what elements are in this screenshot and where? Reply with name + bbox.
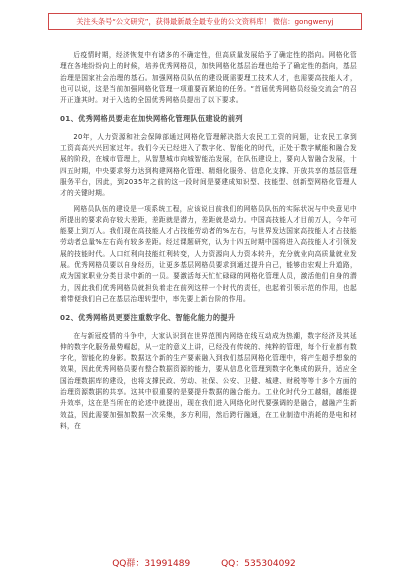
section-1-paragraph: 20年，人力资源和社会保障部通过网格化管理解决指大农民工工资的问题，让农民工拿到工资高高兴兴回家过年。我们今天已经进入了数字化、智能化的时代，正处于数字赋能和融合发展的阶段，在城市管理上，从智慧城市向城智能治发展，在队伍建设上，要向人智融合发展，十四五时期，中央要求努力达到构建网格化管理、精细化服务、信息化支撑、开放共享的基层管理服务平台，因此，到2035年之前的这一段时间是要建成知识型、技能型、创新型网格化管理人才的关键时期。 — [60, 132, 357, 198]
section-2-paragraph: 在与新冠疫情的斗争中，大家认识到在世界范围内网络在线互动成为热潮，数字经济及其延伸的数字化服务最势崛起，从一定的意义上讲，已经没有传统的、纯粹的管理，每个行业都有数字化，智能化的身影。数据这个新的生产要素融入到我们基层网格化管理中，将产生超乎想象的效果，因此优秀网格员要有整合数据资源的能力，要从信息化管理到数字化集成的跃升，适应全国治理数据库的建设，也将支撑民政、劳动、社保、公安、卫健、城建、财税等等十多个方面的治理资源数据的共享。这其中很重要的是要提升数据的融合能力。工业化时代分工越细，越能提升效率，这在是当所在的论述中就提出，现在我们进入网络化时代要强调的是融合，越融产生新效益，因此需要加强加数据一次采集，多方利用，然后跨行融通，在工业制造中消耗的是电和材料，在 — [60, 331, 357, 430]
section-2-heading: 02、优秀网格员更要注重数字化、智能化能力的提升 — [60, 313, 236, 323]
section-1-heading: 01、优秀网格员要走在加快网格化管理队伍建设的前列 — [60, 114, 243, 124]
section-1-paragraph: 网格员队伍的建设是一项系统工程，应该说目前我们的网格员队伍的实际状况与中央意见中所提出的要求尚存较大差距，差距就是潜力，差距就是动力。中国高技能人才目前万人，今年可能要上到万人。我们现在高技能人才占技能劳动者的%左右，与世界发达国家高技能人才占技能劳动者总量%左右尚有较多差距。经过课题研究，认为十四五时期中国将进入高技能人才引领发展的技能时代。人口红利向技能红利转变，人力资源向人力资本转升，充分就业向高质量就业发展。优秀网格员要以自身经历，让更多基层网格员要求到通过提升自己，能够由宏观上升道路，成为国家职业分类目录中新的一员。要激活每天忙忙碌碌的网格化管理人员，激活他们自身的潜力，因此我们优秀网格员就担负着走在前列这样一个时代的责任，也起着引领示范的作用，也起着带便我们自己在基层治理转型中，率先要上新台阶的作用。 — [60, 204, 357, 303]
footer-contact — [0, 556, 408, 569]
document-body — [60, 50, 357, 436]
intro-paragraph: 后疫情时期，经济恢复中有诸多的不确定性，但高质量发展给予了确定性的指向。网格化管理在各地纷纷向上的时候，培养优秀网格员，加快网格化基层治理也给予了确定性的指向，基层治理是国家社会治理的基石。加强网格员队伍的建设既需要理工技术人才，也需要高技能人才，也可以说，这是当前加强网格化管理一项重要而紧迫的任务。“首届优秀网格员经验交流会”的召开正逢其时。对于入选的全国优秀网格员提出了以下要求。 — [60, 51, 357, 105]
footer-qq: QQ：535304092 — [221, 559, 296, 569]
footer-qq-group: QQ群：31991489 — [112, 559, 191, 569]
header-banner: 关注头条号“公文研究”，获得最新最全最专业的公文资料库！ 微信：gongwenyj — [48, 13, 362, 30]
